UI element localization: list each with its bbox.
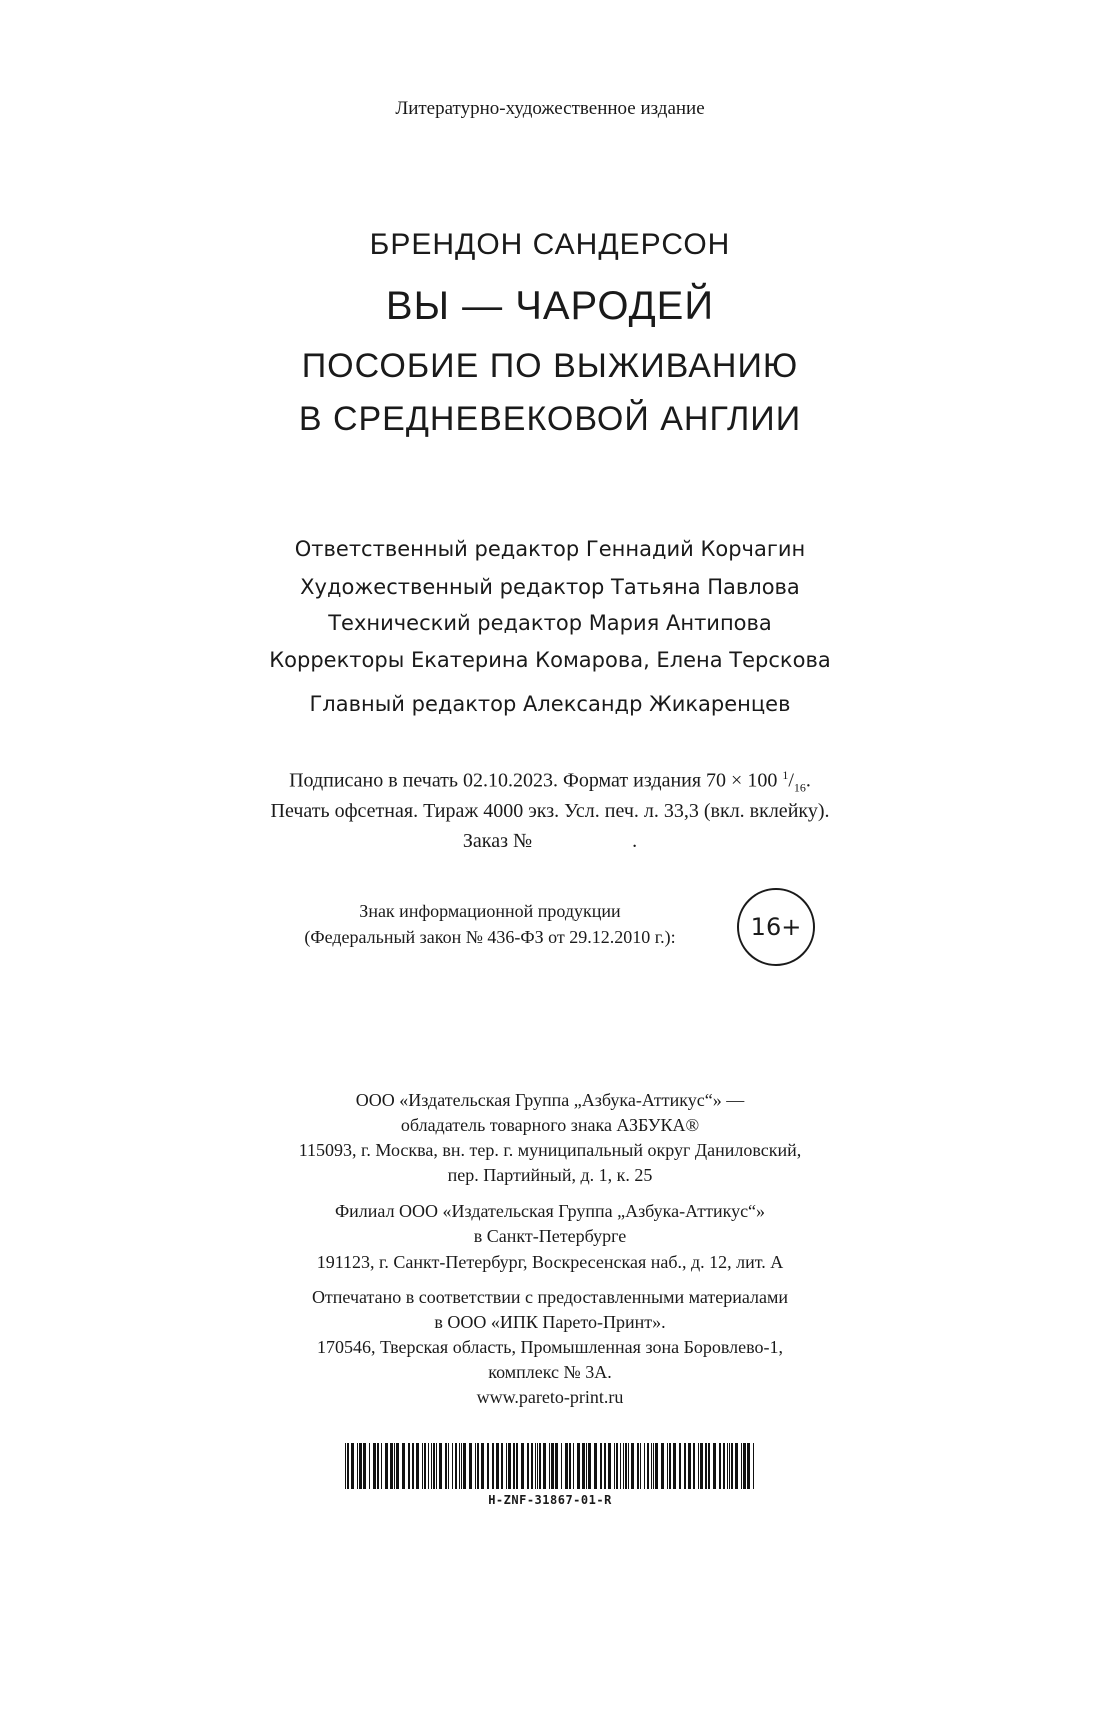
publisher-line: пер. Партийный, д. 1, к. 25 xyxy=(447,1165,653,1185)
book-title: ВЫ — ЧАРОДЕЙ xyxy=(385,284,715,328)
barcode-bar xyxy=(513,1443,515,1489)
order-number-line xyxy=(0,830,1100,853)
barcode-bar xyxy=(436,1443,437,1489)
barcode-bar xyxy=(667,1443,668,1489)
barcode-bar xyxy=(727,1443,728,1489)
barcode-bar xyxy=(535,1443,536,1489)
barcode-bar xyxy=(644,1443,645,1489)
printer-line: в ООО «ИПК Парето-Принт». xyxy=(434,1312,666,1332)
barcode-bar xyxy=(508,1443,511,1489)
barcode-bar xyxy=(735,1443,738,1489)
barcode-bar xyxy=(600,1443,602,1489)
barcode-bar xyxy=(713,1443,716,1489)
barcode-bar xyxy=(422,1443,423,1489)
barcode-bar xyxy=(351,1443,354,1489)
barcode-bar xyxy=(439,1443,442,1489)
barcode-bar xyxy=(729,1443,730,1489)
barcode-bar xyxy=(625,1443,627,1489)
barcode-bar xyxy=(608,1443,611,1489)
barcode-bar xyxy=(743,1443,746,1489)
barcode-bar xyxy=(516,1443,518,1489)
barcode xyxy=(345,1443,757,1489)
barcode-bar xyxy=(620,1443,621,1489)
barcode-bar xyxy=(561,1443,562,1489)
order-number-label: Заказ № xyxy=(462,830,533,852)
barcode-bar xyxy=(463,1443,466,1489)
barcode-bar xyxy=(555,1443,558,1489)
barcode-bar xyxy=(445,1443,447,1489)
format-fraction-numerator: 1 xyxy=(782,768,789,782)
barcode-bar xyxy=(700,1443,703,1489)
barcode-bar xyxy=(684,1443,686,1489)
barcode-bar xyxy=(537,1443,538,1489)
barcode-bar xyxy=(539,1443,541,1489)
barcode-bar xyxy=(577,1443,580,1489)
publisher-line: 191123, г. Санкт-Петербург, Воскресенская наб., д. 12, лит. А xyxy=(316,1252,784,1272)
barcode-bar xyxy=(588,1443,591,1489)
barcode-bar xyxy=(448,1443,449,1489)
barcode-bar xyxy=(385,1443,388,1489)
barcode-bar xyxy=(431,1443,432,1489)
barcode-bar xyxy=(345,1443,346,1489)
publisher-line: обладатель товарного знака АЗБУКА® xyxy=(400,1115,700,1135)
barcode-bar xyxy=(347,1443,349,1489)
printer-line: комплекс № 3А. xyxy=(488,1362,612,1382)
barcode-bar xyxy=(753,1443,754,1489)
printer-website: www.pareto-print.ru xyxy=(476,1387,624,1407)
barcode-bar xyxy=(604,1443,606,1489)
barcode-bar xyxy=(459,1443,460,1489)
barcode-bar xyxy=(640,1443,641,1489)
barcode-bar xyxy=(747,1443,750,1489)
publisher-line: Филиал ООО «Издательская Группа „Азбука-Аттикус“» xyxy=(334,1201,766,1221)
barcode-bar xyxy=(688,1443,691,1489)
barcode-bar xyxy=(412,1443,414,1489)
barcode-bar xyxy=(655,1443,658,1489)
order-number-end: . xyxy=(632,830,638,852)
barcode-bar xyxy=(651,1443,652,1489)
imprint-format: Подписано в печать 02.10.2023. Формат издания 70 × 100 xyxy=(289,769,783,792)
barcode-bar xyxy=(708,1443,710,1489)
barcode-number: H-ZNF-31867-01-R xyxy=(488,1493,612,1507)
age-rating-badge: 16+ xyxy=(737,888,815,966)
barcode-bar xyxy=(381,1443,382,1489)
barcode-bar xyxy=(628,1443,629,1489)
barcode-bar xyxy=(594,1443,597,1489)
credit-line: Главный редактор Александр Жикаренцев xyxy=(309,692,791,716)
barcode-bar xyxy=(647,1443,649,1489)
barcode-bar xyxy=(637,1443,639,1489)
barcode-bar xyxy=(693,1443,695,1489)
barcode-bar xyxy=(527,1443,529,1489)
barcode-bar xyxy=(373,1443,376,1489)
barcode-bar xyxy=(723,1443,725,1489)
subtitle-line: В СРЕДНЕВЕКОВОЙ АНГЛИИ xyxy=(298,400,802,438)
barcode-bar xyxy=(679,1443,681,1489)
imprint-period: . xyxy=(805,769,811,792)
barcode-bar xyxy=(582,1443,585,1489)
format-fraction-denominator: 16 xyxy=(793,780,806,795)
barcode-bar xyxy=(363,1443,366,1489)
barcode-bar xyxy=(492,1443,494,1489)
barcode-bar xyxy=(475,1443,476,1489)
subtitle-line: ПОСОБИЕ ПО ВЫЖИВАНИЮ xyxy=(301,347,799,385)
barcode-bar xyxy=(424,1443,426,1489)
barcode-bar xyxy=(396,1443,399,1489)
barcode-bar xyxy=(731,1443,733,1489)
barcode-bar xyxy=(496,1443,499,1489)
barcode-bar xyxy=(477,1443,479,1489)
credit-line: Корректоры Екатерина Комарова, Елена Терскова xyxy=(269,648,831,672)
barcode-bar xyxy=(719,1443,721,1489)
genre-label: Литературно-художественное издание xyxy=(395,98,705,119)
barcode-bar xyxy=(416,1443,419,1489)
barcode-bar xyxy=(394,1443,395,1489)
barcode-bar xyxy=(390,1443,393,1489)
age-rating-label-line: (Федеральный закон № 436-ФЗ от 29.12.2010 г.): xyxy=(304,927,676,947)
printer-line: 170546, Тверская область, Промышленная зона Боровлево-1, xyxy=(316,1337,784,1357)
barcode-bar xyxy=(616,1443,618,1489)
imprint-line xyxy=(0,768,1100,796)
barcode-bar xyxy=(623,1443,624,1489)
barcode-bar xyxy=(408,1443,410,1489)
barcode-bar xyxy=(433,1443,435,1489)
barcode-bar xyxy=(402,1443,405,1489)
imprint-line: Печать офсетная. Тираж 4000 экз. Усл. печ. л. 33,3 (вкл. вклейку). xyxy=(270,800,830,822)
barcode-bar xyxy=(359,1443,362,1489)
barcode-bar xyxy=(469,1443,472,1489)
barcode-bar xyxy=(357,1443,358,1489)
barcode-bar xyxy=(521,1443,524,1489)
barcode-bar xyxy=(501,1443,503,1489)
publisher-line: ООО «Издательская Группа „Азбука-Аттикус“» — xyxy=(355,1090,745,1110)
barcode-bar xyxy=(586,1443,587,1489)
barcode-bar xyxy=(705,1443,707,1489)
age-rating-label-line: Знак информационной продукции xyxy=(359,901,621,921)
credit-line: Ответственный редактор Геннадий Корчагин xyxy=(294,537,806,561)
barcode-bar xyxy=(543,1443,546,1489)
author-name: БРЕНДОН САНДЕРСОН xyxy=(369,228,731,261)
publisher-line: 115093, г. Москва, вн. тер. г. муниципальный округ Даниловский, xyxy=(298,1140,802,1160)
barcode-bar xyxy=(569,1443,571,1489)
barcode-bar xyxy=(669,1443,671,1489)
barcode-bar xyxy=(549,1443,550,1489)
barcode-bar xyxy=(531,1443,533,1489)
publisher-line: в Санкт-Петербурге xyxy=(473,1226,627,1246)
age-rating-label xyxy=(260,898,720,950)
barcode-bar xyxy=(461,1443,462,1489)
credit-line: Художественный редактор Татьяна Павлова xyxy=(300,575,800,599)
barcode-bar xyxy=(614,1443,615,1489)
barcode-bar xyxy=(631,1443,634,1489)
barcode-bar xyxy=(673,1443,676,1489)
barcode-bar xyxy=(573,1443,574,1489)
barcode-bar xyxy=(565,1443,568,1489)
barcode-bar xyxy=(551,1443,554,1489)
barcode-bar xyxy=(487,1443,489,1489)
barcode-bar xyxy=(653,1443,654,1489)
credit-line: Технический редактор Мария Антипова xyxy=(328,611,772,635)
printer-line: Отпечатано в соответствии с предоставленными материалами xyxy=(311,1287,789,1307)
barcode-bar xyxy=(455,1443,457,1489)
barcode-bar xyxy=(741,1443,742,1489)
barcode-bar xyxy=(698,1443,699,1489)
barcode-bar xyxy=(377,1443,379,1489)
barcode-bar xyxy=(452,1443,453,1489)
barcode-bar xyxy=(506,1443,507,1489)
barcode-bar xyxy=(428,1443,429,1489)
barcode-bar xyxy=(661,1443,664,1489)
format-fraction-separator: / xyxy=(788,769,794,792)
barcode-bar xyxy=(369,1443,370,1489)
barcode-bar xyxy=(481,1443,484,1489)
